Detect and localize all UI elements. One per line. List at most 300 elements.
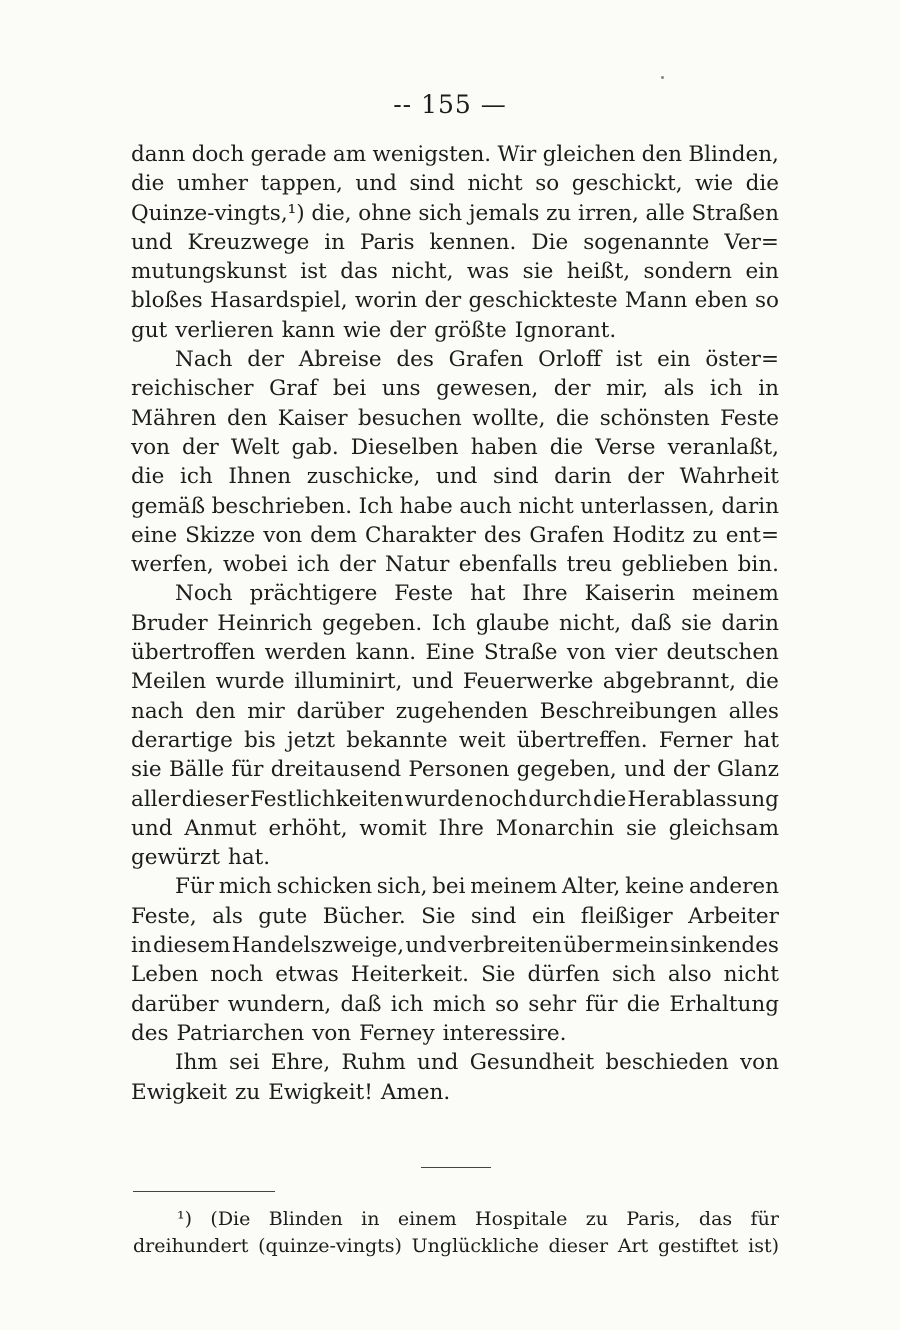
word: nicht — [723, 962, 779, 988]
word: Ewigkeit! — [268, 1079, 373, 1105]
word: doch — [191, 142, 245, 167]
word: des — [483, 522, 522, 548]
word: in — [361, 1208, 380, 1230]
word: ich — [390, 991, 424, 1017]
word: Kaiserin — [584, 581, 676, 607]
text-line — [131, 169, 779, 198]
word: interessire. — [442, 1020, 567, 1046]
word: Grafen — [529, 522, 605, 548]
word: Blinden, — [688, 142, 779, 167]
word: am — [332, 142, 367, 167]
word: dem — [310, 522, 357, 548]
section-rule — [421, 1167, 491, 1168]
word: von — [312, 1020, 352, 1046]
word: und — [435, 464, 478, 490]
word: sie — [522, 259, 554, 285]
word: prächtigere — [249, 581, 378, 607]
word: Ihre — [522, 581, 568, 607]
word: diesem — [152, 933, 231, 959]
word: Quinze-vingts,¹) — [131, 200, 305, 226]
word: den — [641, 142, 682, 167]
word: Ihm — [175, 1050, 218, 1076]
word: sinkendes — [670, 933, 779, 959]
body-text — [131, 140, 779, 1107]
word: bin. — [737, 552, 779, 578]
word: Art — [617, 1235, 649, 1257]
word: zu — [585, 1208, 608, 1230]
text-line — [131, 755, 779, 784]
word: wundern, — [227, 991, 332, 1017]
word: mir — [247, 698, 285, 724]
word: ein — [657, 347, 691, 373]
word: veranlaßt, — [667, 434, 779, 460]
word: sogenannte — [583, 229, 710, 255]
word: wenigsten. — [372, 142, 492, 167]
word: heißt, — [566, 259, 631, 285]
word: bei — [432, 874, 466, 900]
word: Beschreibungen — [539, 698, 717, 724]
word: Kreuzwege — [187, 229, 310, 255]
word: irren, — [577, 200, 639, 226]
word: die — [745, 171, 779, 197]
word: Für — [175, 874, 215, 900]
word: ich — [179, 464, 213, 490]
word: größte — [434, 317, 507, 343]
word: nicht, — [559, 610, 622, 636]
word: (quinze-vingts) — [258, 1235, 402, 1257]
word: reichischer — [131, 376, 254, 402]
word: gut — [131, 317, 168, 343]
word: dreihundert — [133, 1235, 249, 1257]
word: Straßen — [691, 200, 779, 226]
text-line — [131, 228, 779, 257]
word: Graf — [269, 376, 318, 402]
word: als — [212, 903, 243, 929]
word: den — [226, 405, 268, 431]
word: Welt — [230, 434, 280, 460]
word: Hasardspiel, — [209, 288, 348, 314]
word: bekannte — [346, 727, 448, 753]
word: und — [416, 1050, 459, 1076]
word: Meilen — [131, 669, 207, 695]
word: darin — [554, 464, 612, 490]
word: Eine — [425, 640, 475, 666]
text-line — [131, 199, 779, 228]
text-line — [131, 316, 779, 345]
text-line — [131, 433, 779, 462]
word: Bälle — [168, 757, 225, 783]
word: dreitausend — [270, 757, 402, 783]
word: für — [231, 757, 264, 783]
word: Nach — [175, 347, 233, 373]
text-line — [131, 960, 779, 989]
word: geblieben — [621, 552, 729, 578]
word: nach — [131, 698, 184, 724]
word: etwas — [275, 962, 339, 988]
word: worin — [354, 288, 418, 314]
word: womit — [359, 815, 427, 841]
word: derartige — [131, 727, 233, 753]
word: verbreiten — [448, 933, 562, 959]
word: Skizze — [185, 522, 256, 548]
word: Ferney — [359, 1020, 435, 1046]
word: Orloff — [538, 347, 602, 373]
text-line — [131, 550, 779, 579]
word: sich — [611, 962, 656, 988]
word: sie — [131, 757, 162, 783]
word: bei — [332, 376, 367, 402]
word: darüber — [296, 698, 384, 724]
word: Unglückliche — [411, 1235, 539, 1257]
word: die — [593, 786, 627, 812]
word: und — [355, 171, 397, 197]
word: gegeben. — [322, 610, 423, 636]
word: wie — [343, 317, 382, 343]
word: kann — [281, 317, 336, 343]
word: von — [739, 1050, 779, 1076]
word: daß — [340, 991, 382, 1017]
word: uns — [381, 376, 421, 402]
word: so — [535, 171, 560, 197]
word: nicht, — [391, 259, 454, 285]
word: auch — [459, 493, 512, 519]
word: Straße — [483, 640, 558, 666]
word: deutschen — [666, 640, 779, 666]
text-line — [131, 1048, 779, 1077]
word: schicken — [276, 874, 373, 900]
word: was — [466, 259, 510, 285]
word: kennen. — [429, 229, 517, 255]
word: und — [405, 933, 447, 959]
word: haben — [470, 434, 538, 460]
word: Dieselben — [350, 434, 459, 460]
word: Paris — [360, 229, 415, 255]
word: ohne — [358, 200, 412, 226]
word: für — [585, 991, 618, 1017]
word: und — [411, 669, 454, 695]
word: fleißiger — [580, 903, 673, 929]
word: sie — [681, 610, 712, 636]
word: Anmut — [184, 815, 257, 841]
word: sie — [626, 815, 657, 841]
word: keine — [625, 874, 685, 900]
word: übertreffen. — [516, 727, 648, 753]
word: gegeben, — [516, 757, 617, 783]
word: dürfen — [527, 962, 600, 988]
word: Natur — [385, 552, 450, 578]
word: also — [667, 962, 712, 988]
word: Ich — [431, 610, 467, 636]
word: gleichen — [542, 142, 636, 167]
word: gerade — [250, 142, 327, 167]
word: alle — [645, 200, 685, 226]
word: Verse — [595, 434, 656, 460]
text-line — [131, 931, 779, 960]
text-line — [131, 404, 779, 433]
word: Patriarchen — [176, 1020, 305, 1046]
word: sehr — [528, 991, 577, 1017]
word: Bücher. — [322, 903, 406, 929]
text-line — [131, 726, 779, 755]
word: so — [754, 288, 779, 314]
word: Amen. — [380, 1079, 451, 1105]
word: Sie — [421, 903, 456, 929]
word: über — [563, 933, 614, 959]
word: und — [131, 229, 173, 255]
word: unterlassen, — [580, 493, 715, 519]
text-line — [131, 667, 779, 696]
word: mich — [432, 991, 486, 1017]
footnote-line — [133, 1233, 779, 1260]
word: Hospitale — [475, 1208, 568, 1230]
word: das — [698, 1208, 733, 1230]
word: Ihnen — [228, 464, 292, 490]
footnote-rule — [133, 1191, 275, 1192]
word: der — [553, 376, 591, 402]
word: und — [624, 757, 666, 783]
word: der — [247, 347, 285, 373]
word: kann. — [355, 640, 417, 666]
text-line — [131, 257, 779, 286]
word: ist — [300, 259, 327, 285]
word: der — [424, 288, 462, 314]
word: eine — [131, 522, 178, 548]
word: Abreise — [298, 347, 382, 373]
word: Handelszweige, — [231, 933, 405, 959]
word: und — [131, 815, 173, 841]
word: Wahrheit — [679, 464, 779, 490]
text-line — [131, 872, 779, 901]
word: Noch — [175, 581, 233, 607]
word: beschrieben. — [211, 493, 353, 519]
text-line — [131, 902, 779, 931]
word: Arbeiter — [688, 903, 779, 929]
word: gleichsam — [668, 815, 779, 841]
text-line — [131, 697, 779, 726]
word: einem — [397, 1208, 457, 1230]
text-line — [131, 814, 779, 843]
word: Gesundheit — [469, 1050, 595, 1076]
text-line — [131, 462, 779, 491]
word: der — [389, 317, 427, 343]
word: alles — [728, 698, 779, 724]
word: Hoditz — [612, 522, 685, 548]
word: mich — [218, 874, 272, 900]
word: wurde — [215, 669, 285, 695]
word: gute — [258, 903, 308, 929]
word: eben — [694, 288, 748, 314]
word: Charakter — [365, 522, 476, 548]
word: die — [131, 171, 165, 197]
word: jemals — [468, 200, 540, 226]
word: geschickt, — [571, 171, 683, 197]
word: beschieden — [605, 1050, 729, 1076]
word: Ehre, — [270, 1050, 331, 1076]
word: zu — [235, 1079, 261, 1105]
word: Ruhm — [341, 1050, 406, 1076]
word: wollte, — [472, 405, 546, 431]
word: Grafen — [448, 347, 524, 373]
text-line — [131, 785, 779, 814]
word: umher — [176, 171, 248, 197]
word: aller — [131, 786, 181, 812]
word: ist — [615, 347, 643, 373]
word: sind — [492, 464, 539, 490]
word: ich — [709, 376, 743, 402]
word: der — [627, 464, 665, 490]
word: darüber — [131, 991, 219, 1017]
word: die — [745, 669, 779, 695]
word: ebenfalls — [458, 552, 558, 578]
word: Ver= — [724, 229, 779, 255]
word: schönsten — [599, 405, 710, 431]
word: verlieren — [175, 317, 274, 343]
word: der — [672, 757, 710, 783]
word: gestiftet — [657, 1235, 739, 1257]
word: nicht — [518, 493, 574, 519]
word: Blinden — [268, 1208, 343, 1230]
word: Glanz — [716, 757, 779, 783]
word: ich — [297, 552, 330, 578]
word: ent= — [725, 522, 779, 548]
word: Herablassung — [627, 786, 779, 812]
text-line — [131, 1019, 779, 1048]
text-line — [131, 990, 779, 1019]
word: Kaiser — [277, 405, 348, 431]
word: hat — [743, 727, 779, 753]
footnote-line — [133, 1206, 779, 1233]
word: vier — [615, 640, 658, 666]
word: habe — [399, 493, 453, 519]
word: Ignorant. — [514, 317, 617, 343]
word: den — [195, 698, 236, 724]
word: Monarchin — [495, 815, 615, 841]
text-line — [131, 521, 779, 550]
word: werfen, — [131, 552, 214, 578]
word: Ich — [358, 493, 394, 519]
text-line — [131, 345, 779, 374]
word: Erhaltung — [669, 991, 779, 1017]
word: in — [758, 376, 779, 402]
word: gewesen, — [436, 376, 539, 402]
word: gewürzt — [131, 845, 220, 871]
word: von — [263, 522, 303, 548]
word: die — [626, 991, 661, 1017]
paper-speck — [661, 76, 664, 79]
word: noch — [210, 962, 264, 988]
word: gab. — [291, 434, 339, 460]
word: nicht — [467, 171, 523, 197]
word: zugehenden — [395, 698, 529, 724]
word: Ferner — [658, 727, 733, 753]
word: tappen, — [260, 171, 343, 197]
word: werden — [264, 640, 347, 666]
word: abgebrannt, — [602, 669, 737, 695]
word: Heinrich — [217, 610, 313, 636]
word: Ewigkeit — [131, 1079, 228, 1105]
page-number: -- 155 — — [393, 90, 507, 119]
word: wie — [695, 171, 734, 197]
word: meinem — [692, 581, 779, 607]
word: ist) — [748, 1235, 779, 1257]
word: zu — [692, 522, 718, 548]
footnotes — [133, 1206, 779, 1260]
text-line — [131, 492, 779, 521]
word: erhöht, — [268, 815, 348, 841]
word: illuminirt, — [294, 669, 403, 695]
word: Feuerwerke — [462, 669, 594, 695]
word: wurde — [404, 786, 474, 812]
text-line — [131, 140, 779, 169]
word: ¹) — [177, 1208, 193, 1230]
word: glaube — [475, 610, 550, 636]
text-line — [131, 374, 779, 403]
word: darin — [721, 610, 779, 636]
word: Heiterkeit. — [350, 962, 469, 988]
word: Sie — [481, 962, 516, 988]
word: treu — [566, 552, 613, 578]
word: sich, — [376, 874, 428, 900]
word: durch — [528, 786, 593, 812]
word: hat — [470, 581, 506, 607]
word: öster= — [705, 347, 779, 373]
word: hat. — [227, 845, 271, 871]
word: (Die — [210, 1208, 251, 1230]
word: Feste — [394, 581, 454, 607]
word: besuchen — [357, 405, 462, 431]
word: die — [131, 464, 165, 490]
word: sich — [418, 200, 463, 226]
word: in — [131, 933, 152, 959]
word: die — [549, 434, 584, 460]
word: wobei — [223, 552, 288, 578]
word: Personen — [408, 757, 510, 783]
word: mir, — [606, 376, 649, 402]
word: sind — [470, 903, 517, 929]
word: anderen — [688, 874, 779, 900]
text-line — [131, 609, 779, 638]
word: bis — [244, 727, 276, 753]
word: noch — [474, 786, 528, 812]
word: dieser — [181, 786, 249, 812]
text-line — [131, 1078, 779, 1107]
word: sondern — [643, 259, 732, 285]
word: Feste — [720, 405, 779, 431]
word: zuschicke, — [306, 464, 421, 490]
word: zu — [546, 200, 572, 226]
word: die, — [311, 200, 352, 226]
word: Leben — [131, 962, 199, 988]
word: der — [182, 434, 219, 460]
word: Mann — [624, 288, 688, 314]
text-line — [131, 286, 779, 315]
word: gemäß — [131, 493, 206, 519]
word: mutungskunst — [131, 259, 287, 285]
word: mein — [615, 933, 669, 959]
word: Festlichkeiten — [249, 786, 404, 812]
word: ein — [745, 259, 779, 285]
word: der — [339, 552, 376, 578]
word: Wir — [497, 142, 537, 167]
word: die — [555, 405, 590, 431]
word: von — [566, 640, 606, 666]
word: sei — [228, 1050, 260, 1076]
word: von — [131, 434, 170, 460]
word: Ihre — [438, 815, 484, 841]
word: als — [663, 376, 695, 402]
word: darin — [721, 493, 779, 519]
word: für — [750, 1208, 779, 1230]
